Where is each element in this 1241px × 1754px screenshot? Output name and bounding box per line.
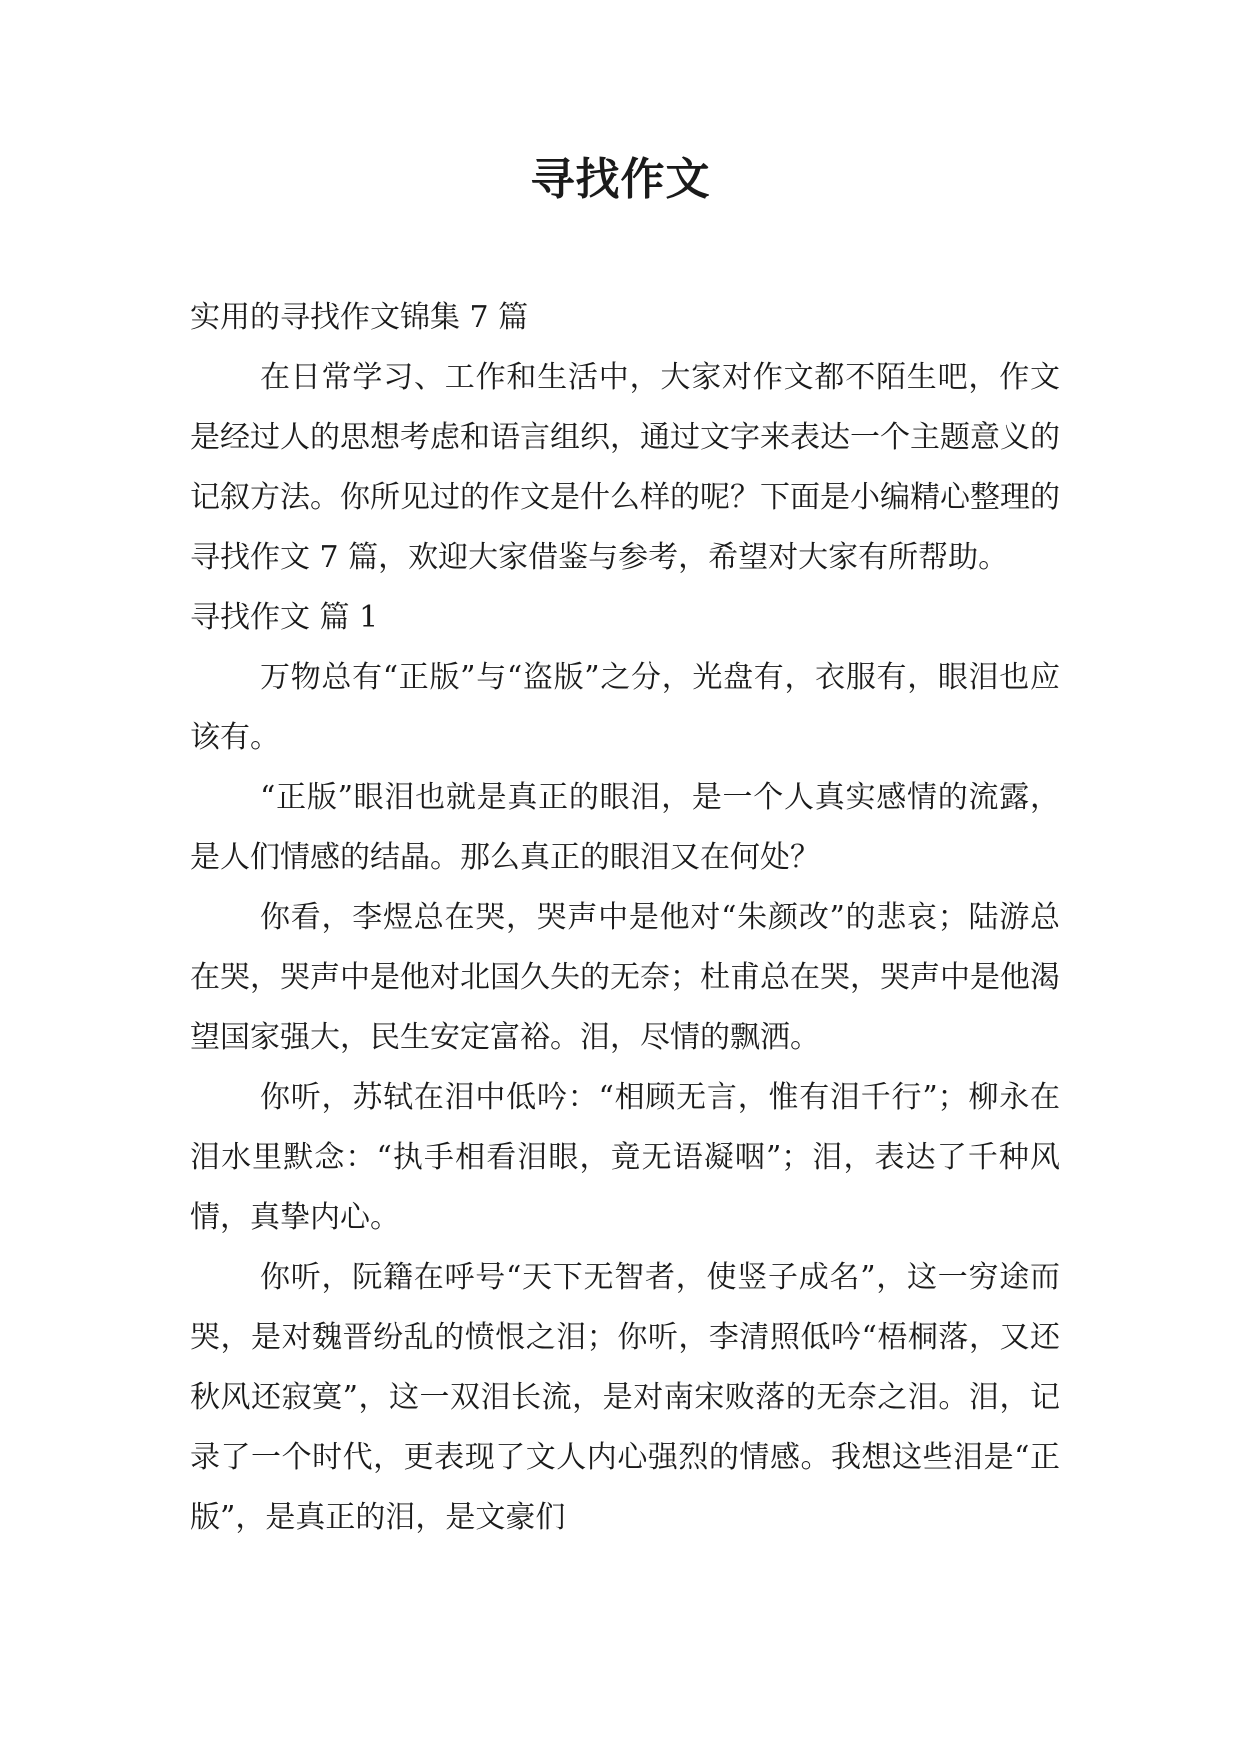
body-paragraph: 你听，苏轼在泪中低吟：“相顾无言，惟有泪千行”；柳永在泪水里默念：“执手相看泪眼，竟无语凝咽”；泪，表达了千种风情，真挚内心。 bbox=[190, 1080, 1060, 1235]
body-paragraph: “正版”眼泪也就是真正的眼泪，是一个人真实感情的流露，是人们情感的结晶。那么真正的眼泪又在何处？ bbox=[190, 780, 1060, 875]
section-heading: 寻找作文 篇 1 bbox=[190, 600, 379, 635]
body-paragraph: 万物总有“正版”与“盗版”之分，光盘有，衣服有，眼泪也应该有。 bbox=[190, 660, 1060, 755]
document-body bbox=[190, 288, 1060, 1548]
body-paragraph: 你看，李煜总在哭，哭声中是他对“朱颜改”的悲哀；陆游总在哭，哭声中是他对北国久失的无奈；杜甫总在哭，哭声中是他渴望国家强大，民生安定富裕。泪，尽情的飘洒。 bbox=[190, 900, 1060, 1055]
subtitle-line: 实用的寻找作文锦集 7 篇 bbox=[190, 300, 529, 335]
document-title: 寻找作文 bbox=[530, 154, 711, 205]
intro-paragraph: 在日常学习、工作和生活中，大家对作文都不陌生吧，作文是经过人的思想考虑和语言组织，通过文字来表达一个主题意义的记叙方法。你所见过的作文是什么样的呢？下面是小编精心整理的寻找作文 7 篇，欢迎大家借鉴与参考，希望对大家有所帮助。 bbox=[190, 360, 1060, 575]
body-paragraph: 你听，阮籍在呼号“天下无智者，使竖子成名”，这一穷途而哭，是对魏晋纷乱的愤恨之泪；你听，李清照低吟“梧桐落，又还秋风还寂寞”，这一双泪长流，是对南宋败落的无奈之泪。泪，记录了一个时代，更表现了文人内心强烈的情感。我想这些泪是“正版”，是真正的泪，是文豪们 bbox=[190, 1260, 1060, 1535]
